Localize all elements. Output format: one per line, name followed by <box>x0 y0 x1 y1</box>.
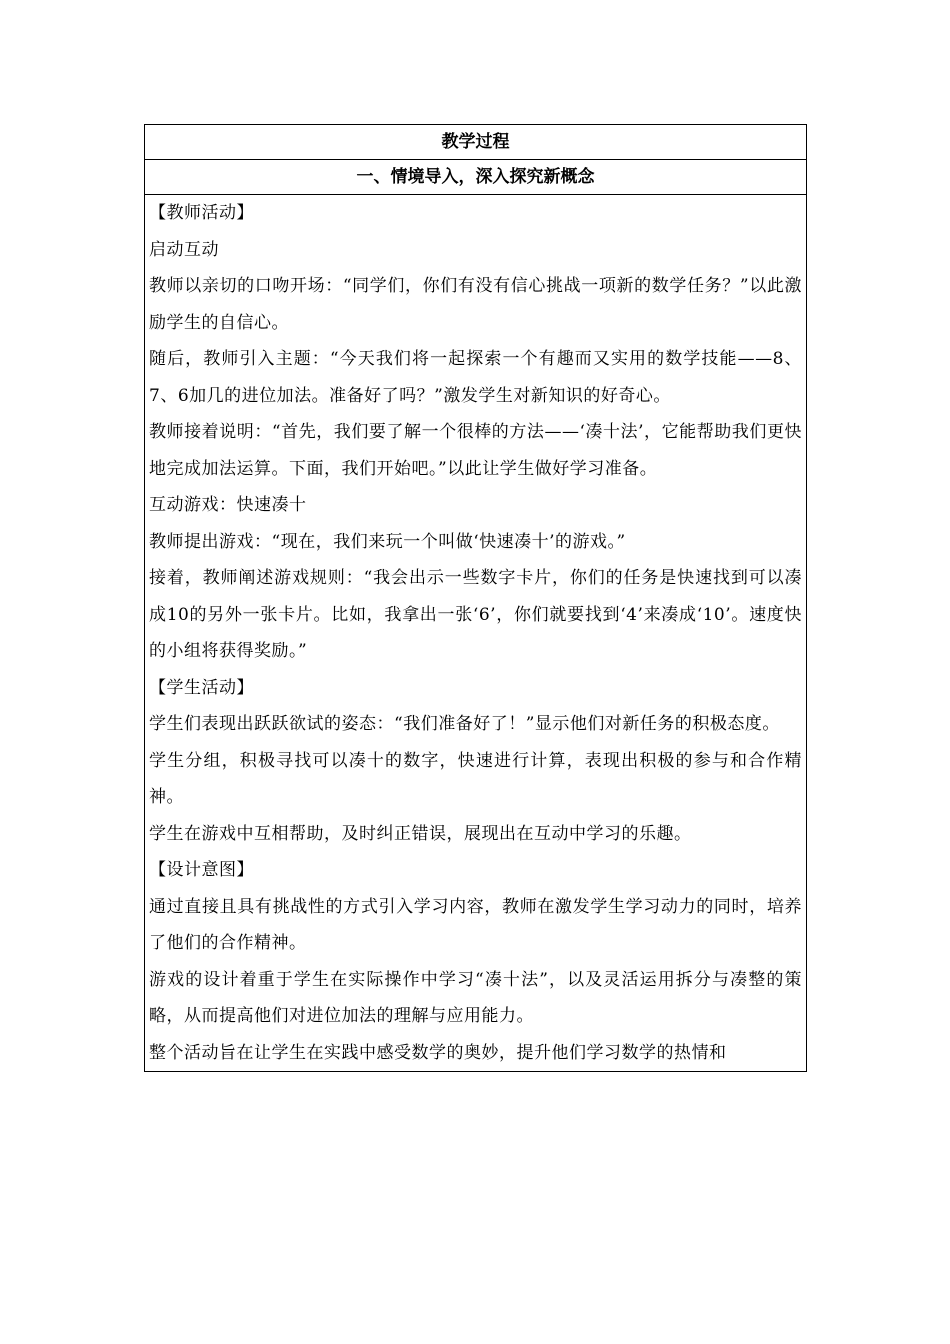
paragraph: 整个活动旨在让学生在实践中感受数学的奥妙，提升他们学习数学的热情和 <box>149 1042 727 1063</box>
paragraph: 互动游戏：快速凑十 <box>149 495 307 515</box>
paragraph-student-heading: 【学生活动】 <box>149 677 254 698</box>
paragraph: 教师以亲切的口吻开场：“同学们，你们有没有信心挑战一项新的数学任务？”以此激励学生的自信心。 <box>149 276 802 333</box>
paragraph-design-heading: 【设计意图】 <box>149 860 254 880</box>
paragraph: 学生们表现出跃跃欲试的姿态：“我们准备好了！”显示他们对新任务的积极态度。 <box>149 714 780 734</box>
content-cell <box>145 195 807 1072</box>
paragraph: 学生分组，积极寻找可以凑十的数字，快速进行计算，表现出积极的参与和合作精神。 <box>149 750 802 807</box>
paragraph: 教师提出游戏：“现在，我们来玩一个叫做‘快速凑十’的游戏。” <box>149 531 626 552</box>
paragraph: 启动互动 <box>149 239 219 260</box>
section-title: 一、情境导入，深入探究新概念 <box>145 160 807 195</box>
paragraph-teacher-heading: 【教师活动】 <box>149 203 254 223</box>
paragraph: 教师接着说明：“首先，我们要了解一个很棒的方法——‘凑十法’，它能帮助我们更快地完成加法运算。下面，我们开始吧。”以此让学生做好学习准备。 <box>149 422 802 479</box>
paragraph: 游戏的设计着重于学生在实际操作中学习“凑十法”，以及灵活运用拆分与凑整的策略，从而提高他们对进位加法的理解与应用能力。 <box>149 969 802 1026</box>
content-row <box>145 195 807 1072</box>
section-title-row <box>145 160 807 195</box>
paragraph: 随后，教师引入主题：“今天我们将一起探索一个有趣而又实用的数学技能——8、7、6加几的进位加法。准备好了吗？”激发学生对新知识的好奇心。 <box>149 349 802 406</box>
table-header-row <box>145 125 807 160</box>
paragraph: 学生在游戏中互相帮助，及时纠正错误，展现出在互动中学习的乐趣。 <box>149 823 692 844</box>
lesson-table <box>144 124 807 1072</box>
table-header: 教学过程 <box>145 125 807 160</box>
paragraph: 通过直接且具有挑战性的方式引入学习内容，教师在激发学生学习动力的同时，培养了他们的合作精神。 <box>149 896 802 953</box>
paragraph: 接着，教师阐述游戏规则：“我会出示一些数字卡片，你们的任务是快速找到可以凑成10的另外一张卡片。比如，我拿出一张‘6’，你们就要找到‘4’来凑成‘10’。速度快的小组将获得奖励。” <box>149 568 802 661</box>
